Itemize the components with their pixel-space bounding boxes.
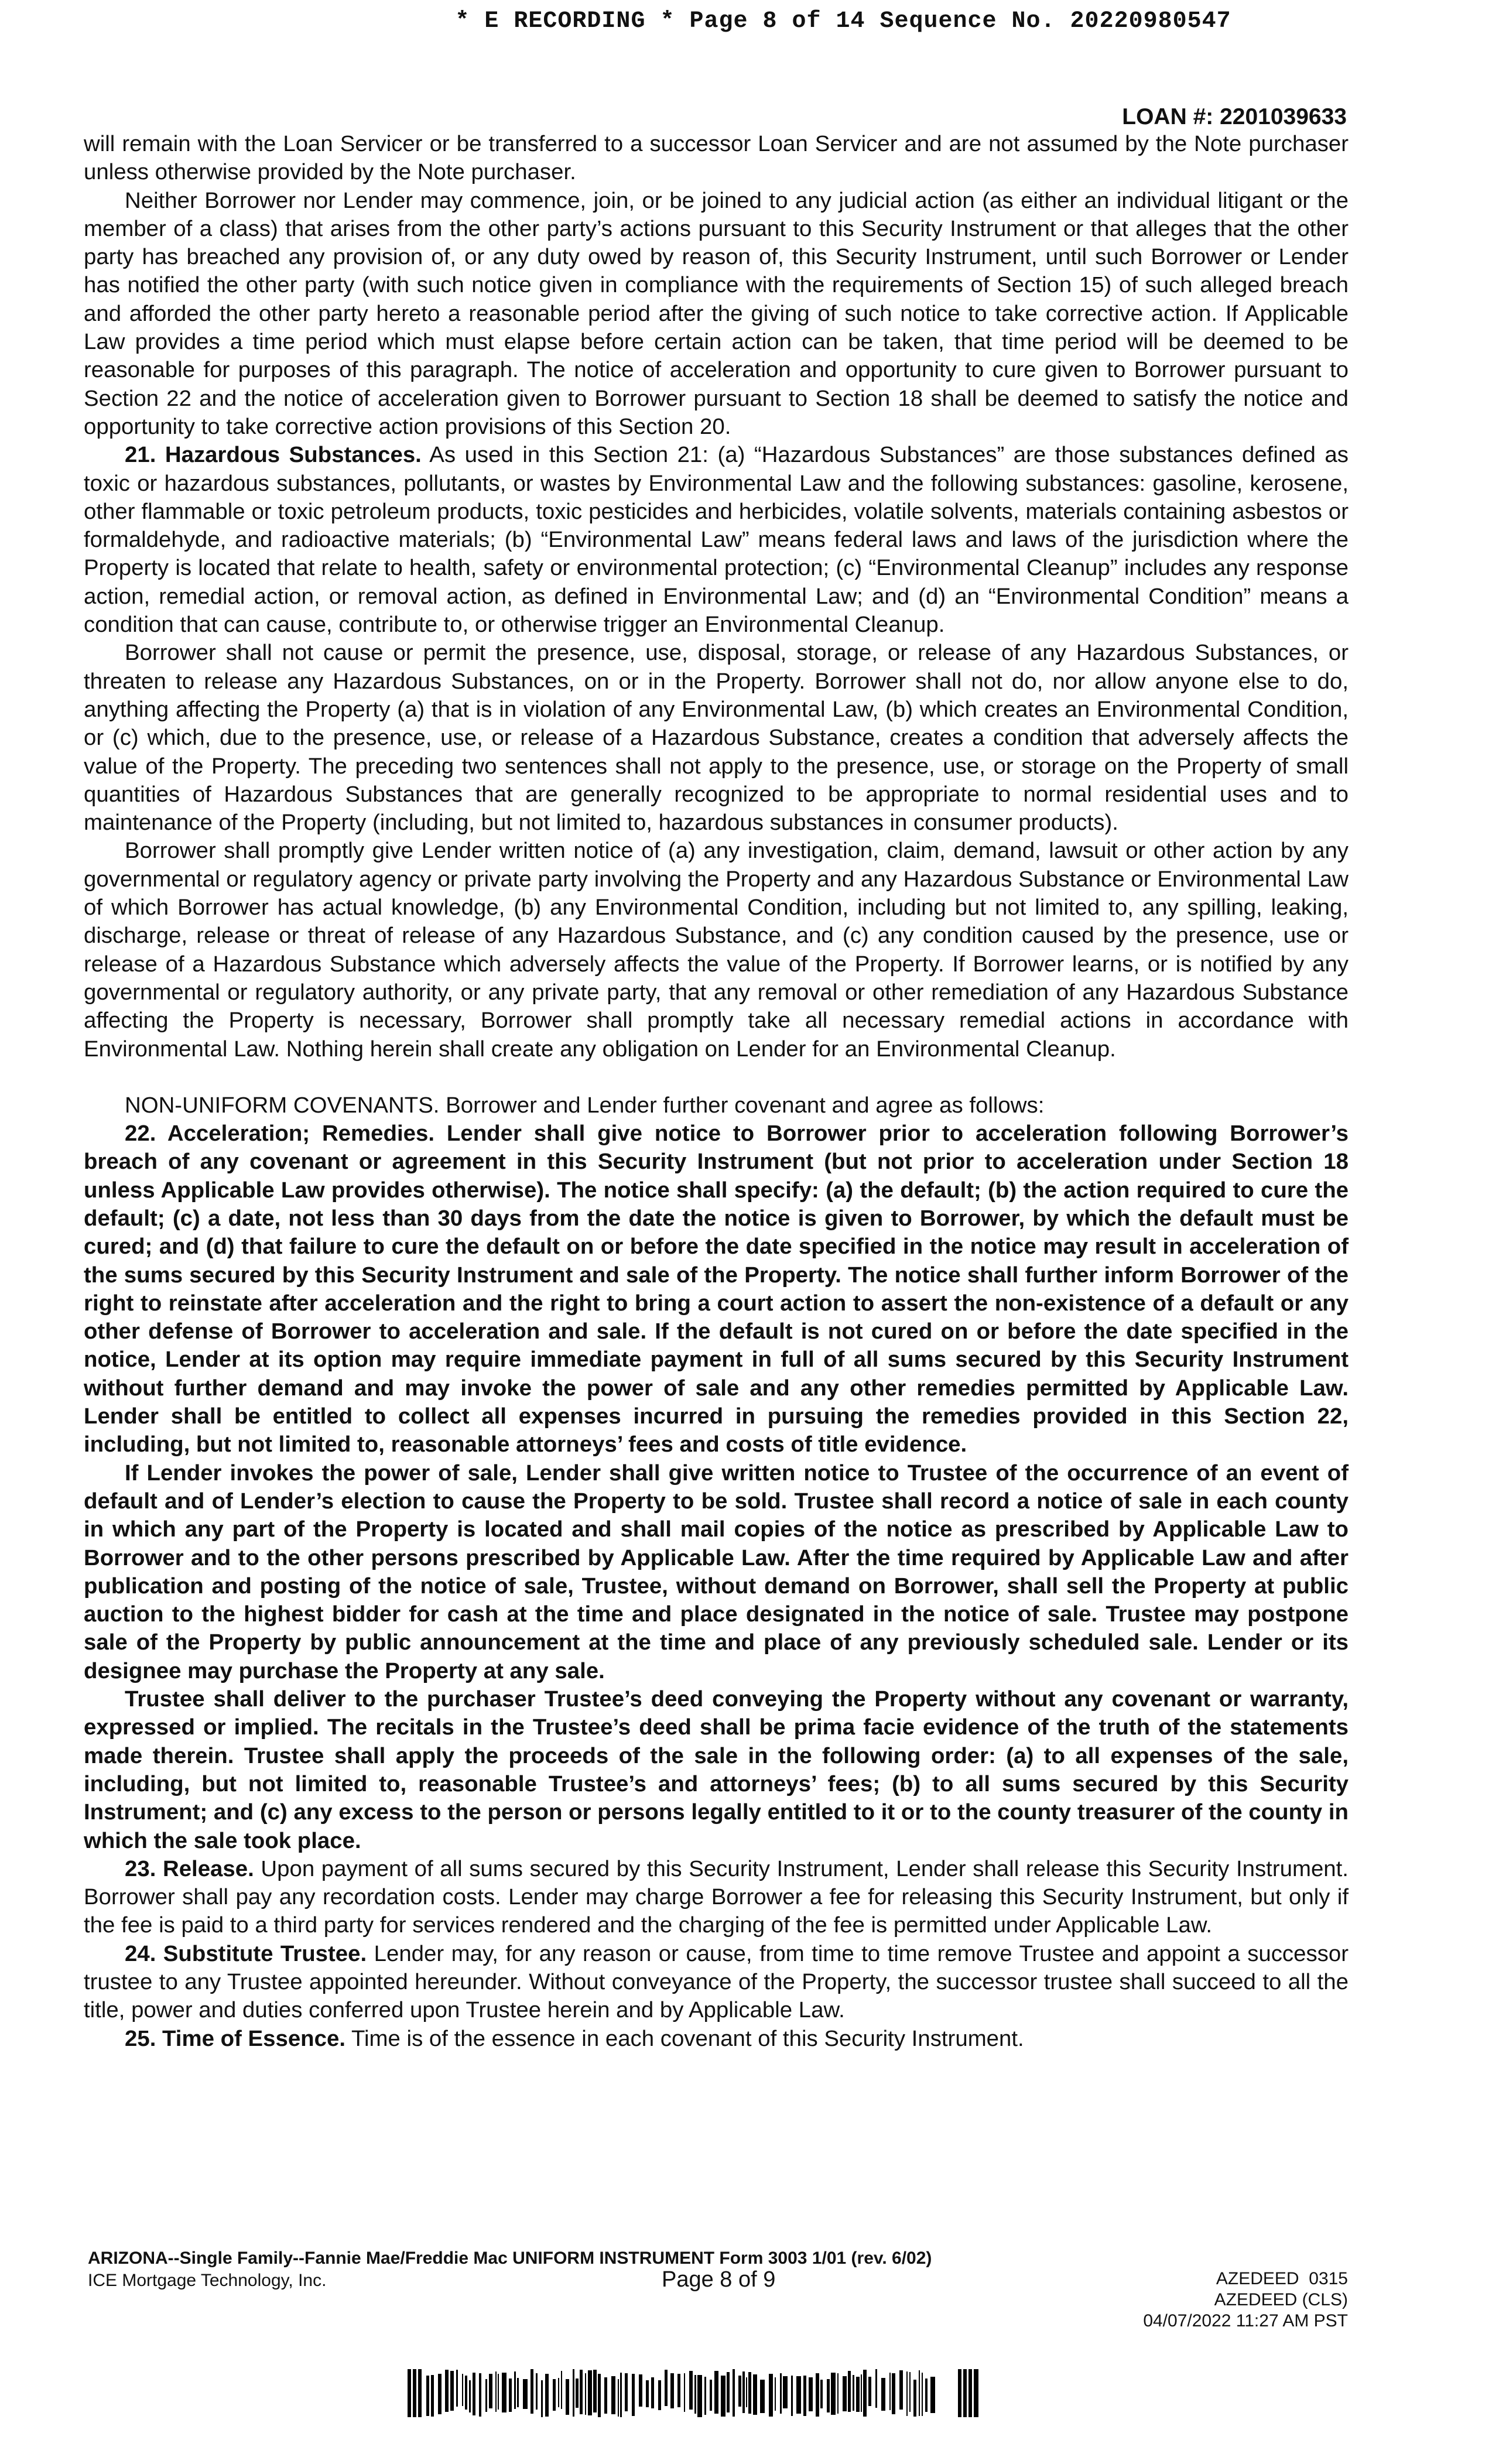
barcode-bar [658, 2380, 661, 2410]
barcode-bar [868, 2377, 871, 2406]
barcode-bar [863, 2370, 867, 2417]
barcode-bar [473, 2373, 475, 2415]
paragraph-judicial-action: Neither Borrower nor Lender may commence, join, or be joined to any judicial action (as either an individual litigant or the member of a class) that arises from the other party’s actions pursuant to this Security Instrument or that alleges that the other party has breached any provision of, or any duty owed by reason of, this Security Instrument, until such Borrower or Lender has notified the other party (with such notice given in compliance with the requirements of Section 15) of such alleged breach and afforded the other party hereto a reasonable period after the giving of such notice to take corrective action. If Applicable Law provides a time period which must elapse before certain action can be taken, that time period will be deemed to be reasonable for purposes of this paragraph. The notice of acceleration and opportunity to cure given to Borrower pursuant to Section 22 and the notice of acceleration given to Borrower pursuant to Section 18 shall be deemed to satisfy the notice and opportunity to take corrective action provisions of this Section 20. [84, 187, 1349, 439]
barcode-bar [450, 2371, 454, 2411]
footer-right [1143, 2268, 1348, 2332]
barcode-bar [738, 2376, 741, 2407]
barcode-bar [670, 2373, 674, 2408]
barcode-bar [456, 2370, 458, 2407]
barcode-bar [843, 2376, 847, 2411]
barcode-bar [545, 2374, 549, 2417]
barcode-bar [566, 2379, 569, 2415]
barcode-bar [438, 2374, 442, 2414]
barcode-bar [639, 2374, 642, 2407]
barcode-bar [820, 2380, 823, 2408]
barcode-bar [958, 2369, 961, 2417]
barcode-bar [892, 2373, 895, 2414]
footer-code-1: AZEDEED 0315 [1216, 2269, 1348, 2288]
barcode-bar [853, 2375, 854, 2411]
barcode-bar [418, 2369, 422, 2417]
barcode-bar [665, 2370, 668, 2406]
barcode-bar [769, 2374, 773, 2417]
barcode-bar [561, 2371, 562, 2409]
section-21-paragraph [84, 441, 1349, 639]
barcode-bar [710, 2380, 712, 2411]
barcode-bar [906, 2371, 908, 2416]
barcode-bar [899, 2370, 903, 2410]
footer-form-line: ARIZONA--Single Family--Fannie Mae/Freddie Mac UNIFORM INSTRUMENT Form 3003 1/01 (rev. 6/02) [88, 2249, 932, 2268]
barcode-bar [604, 2377, 607, 2414]
barcode-bar [553, 2379, 556, 2411]
barcode-bar [714, 2371, 718, 2414]
barcode-bar [576, 2379, 579, 2408]
barcode-bar [733, 2369, 735, 2417]
barcode-bar [413, 2369, 416, 2417]
section-25-paragraph [84, 2025, 1349, 2053]
paragraph-hazardous-use: Borrower shall not cause or permit the presence, use, disposal, storage, or release of any Hazardous Substances, or threaten to release any Hazardous Substances, on or in the Property. Borrower shall not do, nor allow anyone else to do, anything affecting the Property (a) that is in violation of any Environmental Law, (b) which creates an Environmental Condition, or (c) which, due to the presence, use, or release of a Hazardous Substance, creates a condition that adversely affects the value of the Property. The preceding two sentences shall not apply to the presence, use, or storage on the Property of small quantities of Hazardous Substances that are generally recognized to be appropriate to normal residential uses and to maintenance of the Property (including, but not limited to, hazardous substances in consumer products). [84, 640, 1349, 836]
barcode-bar [694, 2375, 696, 2414]
non-uniform-covenants: NON-UNIFORM COVENANTS. Borrower and Lender further covenant and agree as follows: [125, 1092, 1045, 1118]
barcode-bar [469, 2380, 471, 2412]
barcode-bar [502, 2373, 506, 2412]
barcode-bar [408, 2369, 411, 2417]
barcode-bar [856, 2377, 860, 2412]
barcode-bar [796, 2376, 801, 2414]
section-22-paragraph: 22. Acceleration; Remedies. Lender shall give notice to Borrower prior to acceleration following Borrower’s breach of any covenant or agreement in this Security Instrument (but not prior to acceleration under Section 18 unless Applicable Law provides otherwise). The notice shall specify: (a) the default; (b) the action required to cure the default; (c) a date, not less than 30 days from the date the notice is given to Borrower, by which the default must be cured; and (d) that failure to cure the default on or before the date specified in the notice may result in acceleration of the sums secured by this Security Instrument and sale of the Property. The notice shall further inform Borrower of the right to reinstate after acceleration and the right to bring a court action to assert the non-existence of a default or any other defense of Borrower to acceleration and sale. If the default is not cured on or before the date specified in the notice, Lender at its option may require immediate payment in full of all sums secured by this Security Instrument without further demand and may invoke the power of sale and any other remedies permitted by Applicable Law. Lender shall be entitled to collect all expenses incurred in pursuing the remedies provided in this Section 22, including, but not limited to, reasonable attorneys’ fees and costs of title evidence. [84, 1121, 1349, 1457]
barcode-bar [861, 2374, 862, 2412]
barcode-icon [408, 2369, 993, 2417]
barcode-bar [748, 2372, 751, 2414]
barcode-bar [816, 2373, 819, 2417]
barcode-bar [684, 2373, 685, 2412]
section-21-title: 21. Hazardous Substances. [125, 442, 422, 468]
paragraph-continuation: will remain with the Loan Servicer or be transferred to a successor Loan Servicer and are not assumed by the Note purchaser unless otherwise provided by the Note purchaser. [84, 131, 1349, 185]
section-24-text: Lender may, for any reason or cause, from time to time remove Trustee and appoint a successor trustee to any Trustee appointed hereunder. Without conveyance of the Property, the successor trustee shall succeed to all the title, power and duties conferred upon Trustee herein and by Applicable Law. [84, 1941, 1349, 2023]
barcode-bar [783, 2376, 788, 2408]
barcode-bar [618, 2379, 619, 2417]
document-body [84, 130, 1349, 2053]
recording-header: * E RECORDING * Page 8 of 14 Sequence No. 20220980547 [455, 8, 1231, 35]
barcode-bar [465, 2376, 467, 2410]
barcode-bar [489, 2374, 492, 2408]
barcode-bar [697, 2375, 702, 2417]
barcode-bar [523, 2379, 528, 2409]
barcode-bar [742, 2371, 745, 2413]
footer-left [88, 2247, 932, 2292]
barcode-bar [536, 2373, 538, 2410]
barcode-bar [727, 2372, 730, 2412]
section-23-text: Upon payment of all sums secured by this Security Instrument, Lender shall release this Security Instrument. Borrower shall pay any recordation costs. Lender may charge Borrower a fee for releasing this Security Instrument, but only if the fee is paid to a third party for services rendered and the charging of the fee is permitted under Applicable Law. [84, 1856, 1349, 1938]
paragraph-notice-obligation: Borrower shall promptly give Lender written notice of (a) any investigation, claim, demand, lawsuit or other action by any governmental or regulatory agency or private party involving the Property and any Hazardous Substance or Environmental Law of which Borrower has actual knowledge, (b) any Environmental Condition, including but not limited to, any spilling, leaking, discharge, release or threat of release of any Hazardous Substance, and (c) any condition caused by the presence, use or release of a Hazardous Substance which adversely affects the value of the Property. If Borrower learns, or is notified by any governmental or regulatory authority, or any private party, that any removal or other remediation of any Hazardous Substance affecting the Property is necessary, Borrower shall promptly take all necessary remedial actions in accordance with Environmental Law. Nothing herein shall create any obligation on Lender for an Environmental Cleanup. [84, 838, 1349, 1062]
section-23-paragraph [84, 1855, 1349, 1940]
barcode-bar [837, 2373, 839, 2414]
barcode-bar [974, 2369, 978, 2417]
barcode-bar [611, 2376, 615, 2414]
barcode-bar [831, 2373, 836, 2415]
barcode-bar [498, 2374, 499, 2410]
barcode-bar [558, 2378, 559, 2407]
barcode-bar [509, 2379, 512, 2412]
barcode-bar [925, 2379, 928, 2412]
barcode-bar [889, 2373, 891, 2410]
barcode-bar [462, 2374, 463, 2406]
barcode-bar [495, 2371, 497, 2412]
barcode-bar [479, 2373, 481, 2417]
barcode-bar [580, 2370, 583, 2414]
section-25-text: Time is of the essence in each covenant of this Security Instrument. [351, 2025, 1024, 2051]
footer-company: ICE Mortgage Technology, Inc. [88, 2271, 327, 2290]
barcode-bar [721, 2376, 725, 2417]
barcode-bar [514, 2371, 516, 2409]
section-21-text: As used in this Section 21: (a) “Hazardous Substances” are those substances defined as toxic or hazardous substances, pollutants, or wastes by Environmental Law and the following substances: gasoline, kerosene, other flammable or toxic petroleum products, toxic pesticides and herbicides, volatile solvents, materials containing asbestos or formaldehyde, and radioactive materials; (b) “Environmental Law” means federal laws and laws of the jurisdiction where the Property is located that relate to health, safety or environmental protection; (c) “Environmental Cleanup” includes any response action, remedial action, or removal action, as defined in Environmental Law; and (d) an “Environmental Condition” means a condition that can cause, contribute to, or otherwise trigger an Environmental Cleanup. [84, 442, 1349, 638]
barcode-bar [677, 2374, 680, 2407]
barcode-bar [803, 2376, 806, 2416]
barcode-bar [922, 2373, 923, 2416]
barcode-bar [775, 2377, 776, 2411]
section-23-title: 23. Release. [125, 1856, 254, 1881]
barcode-bar [426, 2376, 429, 2416]
barcode-bar [963, 2369, 967, 2417]
footer-code-2: AZEDEED (CLS) [1214, 2290, 1348, 2309]
barcode-bar [651, 2377, 654, 2408]
barcode-bar [913, 2380, 916, 2417]
barcode-bar [531, 2369, 533, 2414]
barcode-bar [746, 2377, 747, 2407]
barcode-bar [689, 2371, 693, 2410]
barcode-bar [573, 2369, 574, 2417]
barcode-bar [968, 2369, 972, 2417]
barcode-bar [585, 2373, 586, 2415]
barcode-bar [704, 2377, 706, 2415]
barcode-bar [760, 2380, 765, 2413]
section-22-power-of-sale: If Lender invokes the power of sale, Lender shall give written notice to Trustee of the occurrence of an event of default and of Lender’s election to cause the Property to be sold. Trustee shall record a notice of sale in each county in which any part of the Property is located and shall mail copies of the notice as prescribed by Applicable Law to Borrower and to the other persons prescribed by Applicable Law. After the time required by Applicable Law and after publication and posting of the notice of sale, Trustee, without demand on Borrower, shall sell the Property at public auction to the highest bidder for cash at the time and place designated in the notice of sale. Trustee may postpone sale of the Property by public announcement at the time and place of any previously scheduled sale. Lender or its designee may purchase the Property at any sale. [84, 1460, 1349, 1683]
barcode-bar [541, 2380, 543, 2417]
barcode-bar [909, 2372, 911, 2412]
barcode-bar [593, 2370, 597, 2412]
barcode-bar [517, 2378, 519, 2407]
section-22-trustee-deed: Trustee shall deliver to the purchaser Trustee’s deed conveying the Property without any covenant or warranty, expressed or implied. The recitals in the Trustee’s deed shall be prima facie evidence of the truth of the statements made therein. Trustee shall apply the proceeds of the sale in the following order: (a) to all expenses of the sale, including, but not limited to, reasonable Trustee’s and attorneys’ fees; (b) to all sums secured by this Security Instrument; and (c) any excess to the person or persons legally entitled to it or to the county treasurer of the county in which the sale took place. [84, 1686, 1349, 1853]
barcode-bar [827, 2379, 830, 2412]
barcode-bar [620, 2373, 622, 2417]
barcode-bar [431, 2375, 434, 2417]
barcode-bar [632, 2374, 635, 2416]
barcode-bar [791, 2376, 793, 2416]
barcode-bar [881, 2378, 885, 2411]
section-25-title: 25. Time of Essence. [125, 2025, 345, 2051]
spacer [84, 1063, 1349, 1091]
footer-timestamp: 04/07/2022 11:27 AM PST [1143, 2311, 1348, 2330]
barcode-bar [753, 2374, 757, 2415]
barcode-bar [625, 2373, 628, 2411]
barcode-bar [598, 2374, 601, 2417]
barcode-bar [780, 2373, 782, 2414]
barcode-bar [646, 2380, 649, 2407]
barcode-bar [445, 2370, 449, 2412]
barcode-bar [848, 2371, 851, 2412]
section-24-paragraph [84, 1940, 1349, 2025]
barcode-bar [875, 2369, 877, 2408]
barcode-bar [485, 2379, 487, 2412]
barcode-bar [930, 2377, 935, 2413]
barcode-bar [588, 2370, 592, 2415]
barcode-bar [809, 2377, 813, 2411]
barcode-bar [919, 2370, 920, 2416]
footer-page-number: Page 8 of 9 [662, 2267, 776, 2292]
section-24-title: 24. Substitute Trustee. [125, 1941, 367, 1966]
loan-number: LOAN #: 2201039633 [1122, 104, 1347, 129]
